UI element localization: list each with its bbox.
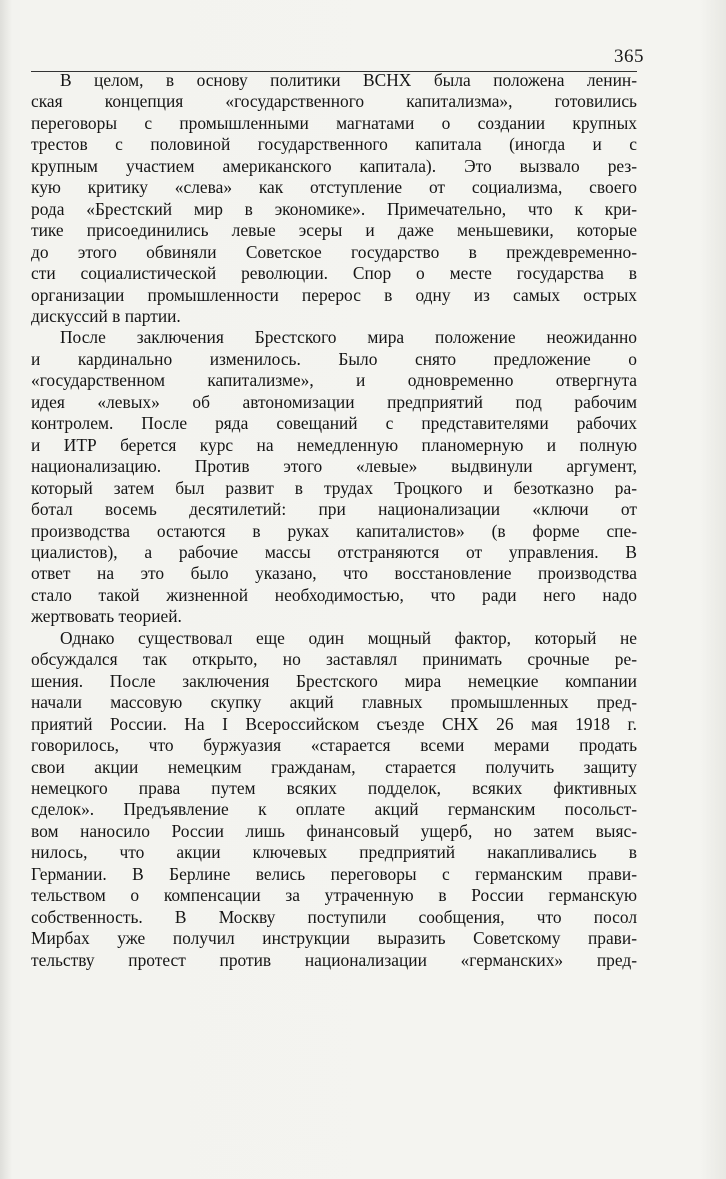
text-line: тельством о компенсации за утраченную в России германскую (31, 885, 637, 906)
text-line: кую критику «слева» как отступление от социализма, своего (31, 177, 637, 198)
text-line: тике присоединились левые эсеры и даже меньшевики, которые (31, 220, 637, 241)
text-line: ская концепция «государственного капитализма», готовились (31, 91, 637, 112)
text-line: сти социалистической революции. Спор о месте государства в (31, 263, 637, 284)
paragraph (31, 327, 637, 627)
text-line: дискуссий в партии. (31, 305, 181, 326)
text-line: крупным участием американского капитала). Это вызвало рез- (31, 155, 637, 176)
text-line: до этого обвиняли Советское государство в преждевременно- (31, 241, 637, 262)
text-line: собственность. В Москву поступили сообщения, что посол (31, 906, 637, 927)
text-line: ботал восемь десятилетий: при национализации «ключи от (31, 499, 637, 520)
page-number: 365 (614, 46, 644, 67)
paragraph (31, 628, 637, 971)
text-line: Однако существовал еще один мощный фактор, который не (60, 627, 637, 648)
text-line: После заключения Брестского мира положение неожиданно (60, 327, 637, 348)
text-line: нилось, что акции ключевых предприятий накапливались в (31, 842, 637, 863)
text-line: национализацию. Против этого «левые» выдвинули аргумент, (31, 456, 637, 477)
text-line: сделок». Предъявление к оплате акций германским посольст- (31, 799, 637, 820)
text-line: и ИТР берется курс на немедленную планомерную и полную (31, 434, 637, 455)
text-line: немецкого права путем всяких подделок, всяких фиктивных (31, 777, 637, 798)
text-line: который затем был развит в трудах Троцкого и безотказно ра- (31, 477, 637, 498)
text-line: начали массовую скупку акций главных промышленных пред- (31, 692, 637, 713)
text-line: «государственном капитализме», и одновременно отвергнута (31, 370, 637, 391)
text-line: рода «Брестский мир в экономике». Примечательно, что к кри- (31, 198, 637, 219)
text-line: обсуждался так открыто, но заставлял принимать срочные ре- (31, 649, 637, 670)
text-line: контролем. После ряда совещаний с представителями рабочих (31, 413, 637, 434)
text-line: приятий России. На I Всероссийском съезде СНХ 26 мая 1918 г. (31, 713, 637, 734)
text-line: и кардинально изменилось. Было снято предложение о (31, 348, 637, 369)
text-line: производства остаются в руках капиталистов» (в форме спе- (31, 520, 637, 541)
text-line: ответ на это было указано, что восстановление производства (31, 563, 637, 584)
text-line: тельству протест против национализации «германских» пред- (31, 949, 637, 970)
text-line: трестов с половиной государственного капитала (иногда и с (31, 134, 637, 155)
text-line: вом наносило России лишь финансовый ущерб, но затем выяс- (31, 820, 637, 841)
text-line: говорилось, что буржуазия «старается всеми мерами продать (31, 735, 637, 756)
body-text (31, 70, 637, 971)
text-line: организации промышленности перерос в одну из самых острых (31, 284, 637, 305)
text-line: свои акции немецким гражданам, старается получить защиту (31, 756, 637, 777)
text-line: стало такой жизненной необходимостью, что ради него надо (31, 584, 637, 605)
text-line: жертвовать теорией. (31, 606, 182, 627)
paragraph (31, 70, 637, 327)
text-line: Германии. В Берлине велись переговоры с германским прави- (31, 863, 637, 884)
text-line: переговоры с промышленными магнатами о создании крупных (31, 112, 637, 133)
text-line: идея «левых» об автономизации предприятий под рабочим (31, 391, 637, 412)
text-line: В целом, в основу политики ВСНХ была положена ленин- (60, 70, 637, 90)
text-line: шения. После заключения Брестского мира немецкие компании (31, 670, 637, 691)
text-line: циалистов), а рабочие массы отстраняются от управления. В (31, 541, 637, 562)
text-line: Мирбах уже получил инструкции выразить Советскому прави- (31, 928, 637, 949)
